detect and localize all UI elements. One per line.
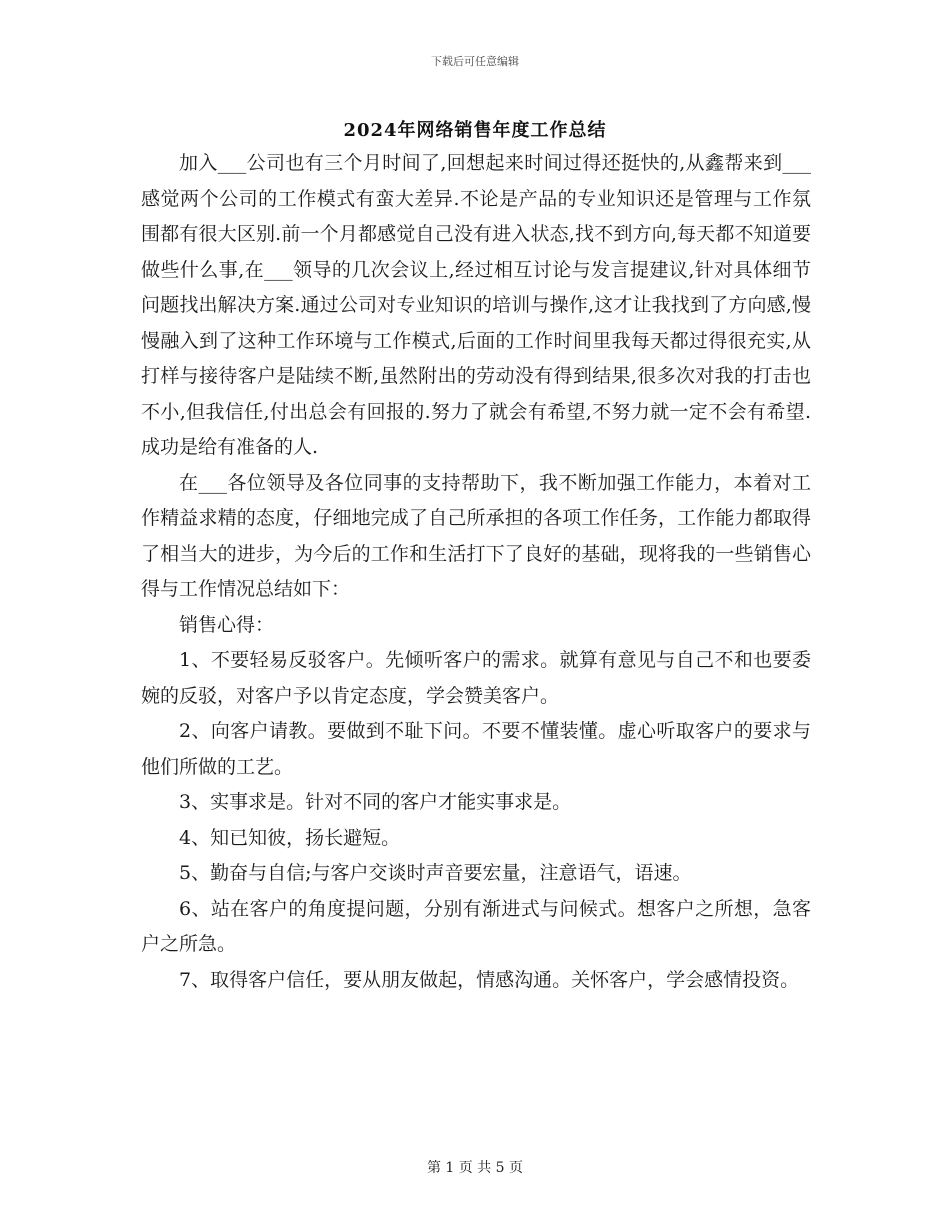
list-item: 4、知已知彼，扬长避短。 [179, 826, 401, 849]
list-item: 3、实事求是。针对不同的客户才能实事求是。 [179, 791, 572, 813]
document-body [141, 146, 811, 998]
header-note: 下载后可任意编辑 [431, 55, 519, 68]
paragraph-summary: 在___各位领导及各位同事的支持帮助下，我不断加强工作能力，本着对工作精益求精的态度，仔细地完成了自己所承担的各项工作任务，工作能力都取得了相当大的进步，为今后的工作和生活打下了良好的基础，现将我的一些销售心得与工作情况总结如下： [141, 471, 811, 600]
section-heading-sales-insights: 销售心得： [179, 613, 275, 636]
document-title: 2024年网络销售年度工作总结 [343, 120, 607, 141]
list-item: 7、取得客户信任，要从朋友做起，情感沟通。关怀客户，学会感情投资。 [179, 968, 800, 991]
list-item: 2、向客户请教。要做到不耻下问。不要不懂装懂。虚心听取客户的要求与他们所做的工艺。 [141, 720, 811, 778]
list-item: 6、站在客户的角度提问题，分别有渐进式与问候式。想客户之所想，急客户之所急。 [141, 897, 811, 955]
list-item: 5、勤奋与自信;与客户交谈时声音要宏量，注意语气，语速。 [179, 862, 692, 884]
list-item: 1、不要轻易反驳客户。先倾听客户的需求。就算有意见与自己不和也要委婉的反驳，对客户予以肯定态度，学会赞美客户。 [141, 649, 811, 707]
paragraph-intro: 加入___公司也有三个月时间了,回想起来时间过得还挺快的,从鑫帮来到___感觉两个公司的工作模式有蛮大差异.不论是产品的专业知识还是管理与工作氛围都有很大区别.前一个月都感觉自己没有进入状态,找不到方向,每天都不知道要做些什么事,在___领导的几次会议上,经过相互讨论与发言提建议,针对具体细节问题找出解决方案.通过公司对专业知识的培训与操作,这才让我找到了方向感,慢慢融入到了这种工作环境与工作模式,后面的工作时间里我每天都过得很充实,从打样与接待客户是陆续不断,虽然附出的劳动没有得到结果,很多次对我的打击也不小,但我信任,付出总会有回报的.努力了就会有希望,不努力就一定不会有希望.成功是给有准备的人. [141, 152, 811, 458]
page-number: 第 1 页 共 5 页 [426, 1160, 524, 1176]
